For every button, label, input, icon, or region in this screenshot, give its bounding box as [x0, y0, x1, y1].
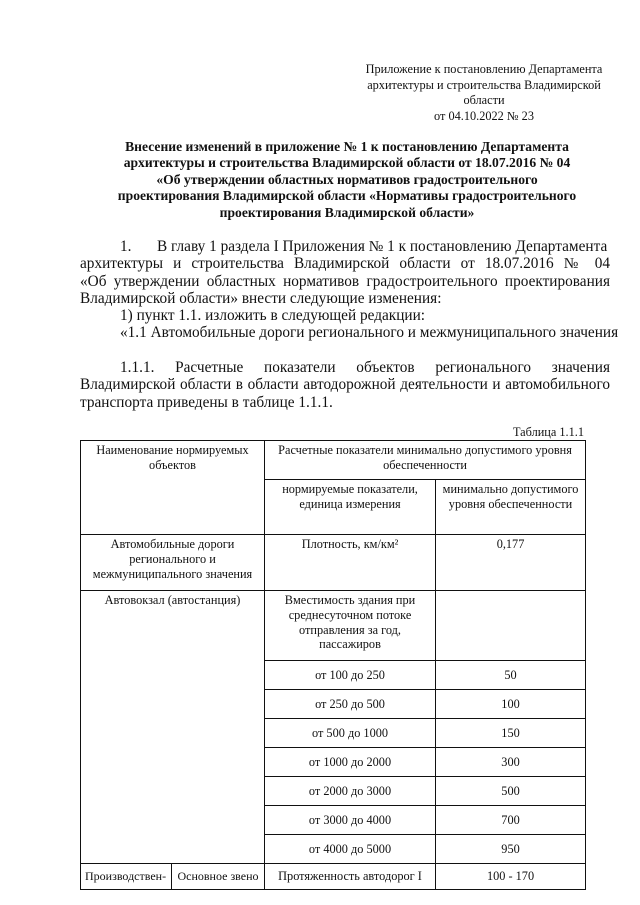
- table-row: [81, 591, 586, 661]
- range-cell: от 2000 до 3000: [265, 777, 436, 806]
- document-title: [80, 139, 614, 221]
- title-line: проектирования Владимирской области «Нормативы градостроительного: [117, 188, 577, 204]
- header-date: от 04.10.2022 № 23: [434, 108, 534, 123]
- paragraph-line: Владимирской области в области автодорожной деятельности и автомобильного: [80, 376, 610, 393]
- table-header-row: [81, 441, 586, 480]
- paragraph-line: 1.1.1. Расчетные показатели объектов регионального значения: [120, 359, 610, 376]
- range-cell: от 4000 до 5000: [265, 835, 436, 864]
- road-length-indicator: Протяженность автодорог I: [265, 864, 436, 890]
- header-line: архитектуры и строительства Владимирской: [367, 77, 601, 92]
- header-group-indicators: Расчетные показатели минимально допустимого уровня обеспеченности: [265, 441, 586, 480]
- table-row: [81, 864, 586, 890]
- paragraph-number: 1.: [120, 238, 132, 255]
- roads-indicator: Плотность, км/км²: [265, 535, 436, 591]
- list-item: 1) пункт 1.1. изложить в следующей редакции:: [120, 307, 426, 324]
- paragraph-line: архитектуры и строительства Владимирской области от 18.07.2016 № 04: [80, 255, 610, 272]
- header-col-min-level: минимально допустимого уровня обеспеченности: [436, 480, 586, 535]
- value-cell: 50: [436, 661, 586, 690]
- road-length-value: 100 - 170: [436, 864, 586, 890]
- bus-indicator: Вместимость здания при среднесуточном потоке отправления за год, пассажиров: [265, 591, 436, 661]
- paragraph-line: транспорта приведены в таблице 1.1.1.: [80, 394, 333, 411]
- title-line: архитектуры и строительства Владимирской области от 18.07.2016 № 04: [123, 155, 571, 171]
- value-cell: 500: [436, 777, 586, 806]
- range-cell: от 500 до 1000: [265, 719, 436, 748]
- norms-table: [80, 440, 586, 890]
- header-col-indicator: нормируемые показатели, единица измерения: [265, 480, 436, 535]
- main-link-cell: Основное звено: [172, 864, 265, 890]
- value-cell: 700: [436, 806, 586, 835]
- paragraph-line: Владимирской области» внести следующие изменения:: [80, 290, 442, 307]
- value-cell: 300: [436, 748, 586, 777]
- header-line: области: [463, 93, 505, 107]
- table-caption: Таблица 1.1.1: [512, 425, 584, 439]
- title-line: «Об утверждении областных нормативов градостроительного: [156, 171, 538, 187]
- quoted-heading: «1.1 Автомобильные дороги регионального и межмуниципального значения: [120, 324, 619, 341]
- bus-station-name: Автовокзал (автостанция): [81, 591, 265, 864]
- range-cell: от 1000 до 2000: [265, 748, 436, 777]
- appendix-header: [348, 62, 620, 124]
- production-object-cell: Производствен-: [81, 864, 172, 890]
- range-cell: от 3000 до 4000: [265, 806, 436, 835]
- paragraph-line: В главу 1 раздела I Приложения № 1 к постановлению Департамента: [157, 238, 608, 255]
- title-line: проектирования Владимирской области»: [219, 204, 475, 220]
- table-row: [81, 535, 586, 591]
- header-line: Приложение к постановлению Департамента: [365, 62, 603, 76]
- title-line: Внесение изменений в приложение № 1 к постановлению Департамента: [125, 139, 569, 154]
- value-cell: 950: [436, 835, 586, 864]
- value-cell: 100: [436, 690, 586, 719]
- roads-value: 0,177: [436, 535, 586, 591]
- header-col-objects: Наименование нормируемых объектов: [81, 441, 265, 535]
- paragraph-line: «Об утверждении областных нормативов градостроительного проектирования: [80, 273, 610, 290]
- bus-indicator-value-empty: [436, 591, 586, 661]
- range-cell: от 100 до 250: [265, 661, 436, 690]
- roads-name: Автомобильные дороги регионального и межмуниципального значения: [81, 535, 265, 591]
- range-cell: от 250 до 500: [265, 690, 436, 719]
- value-cell: 150: [436, 719, 586, 748]
